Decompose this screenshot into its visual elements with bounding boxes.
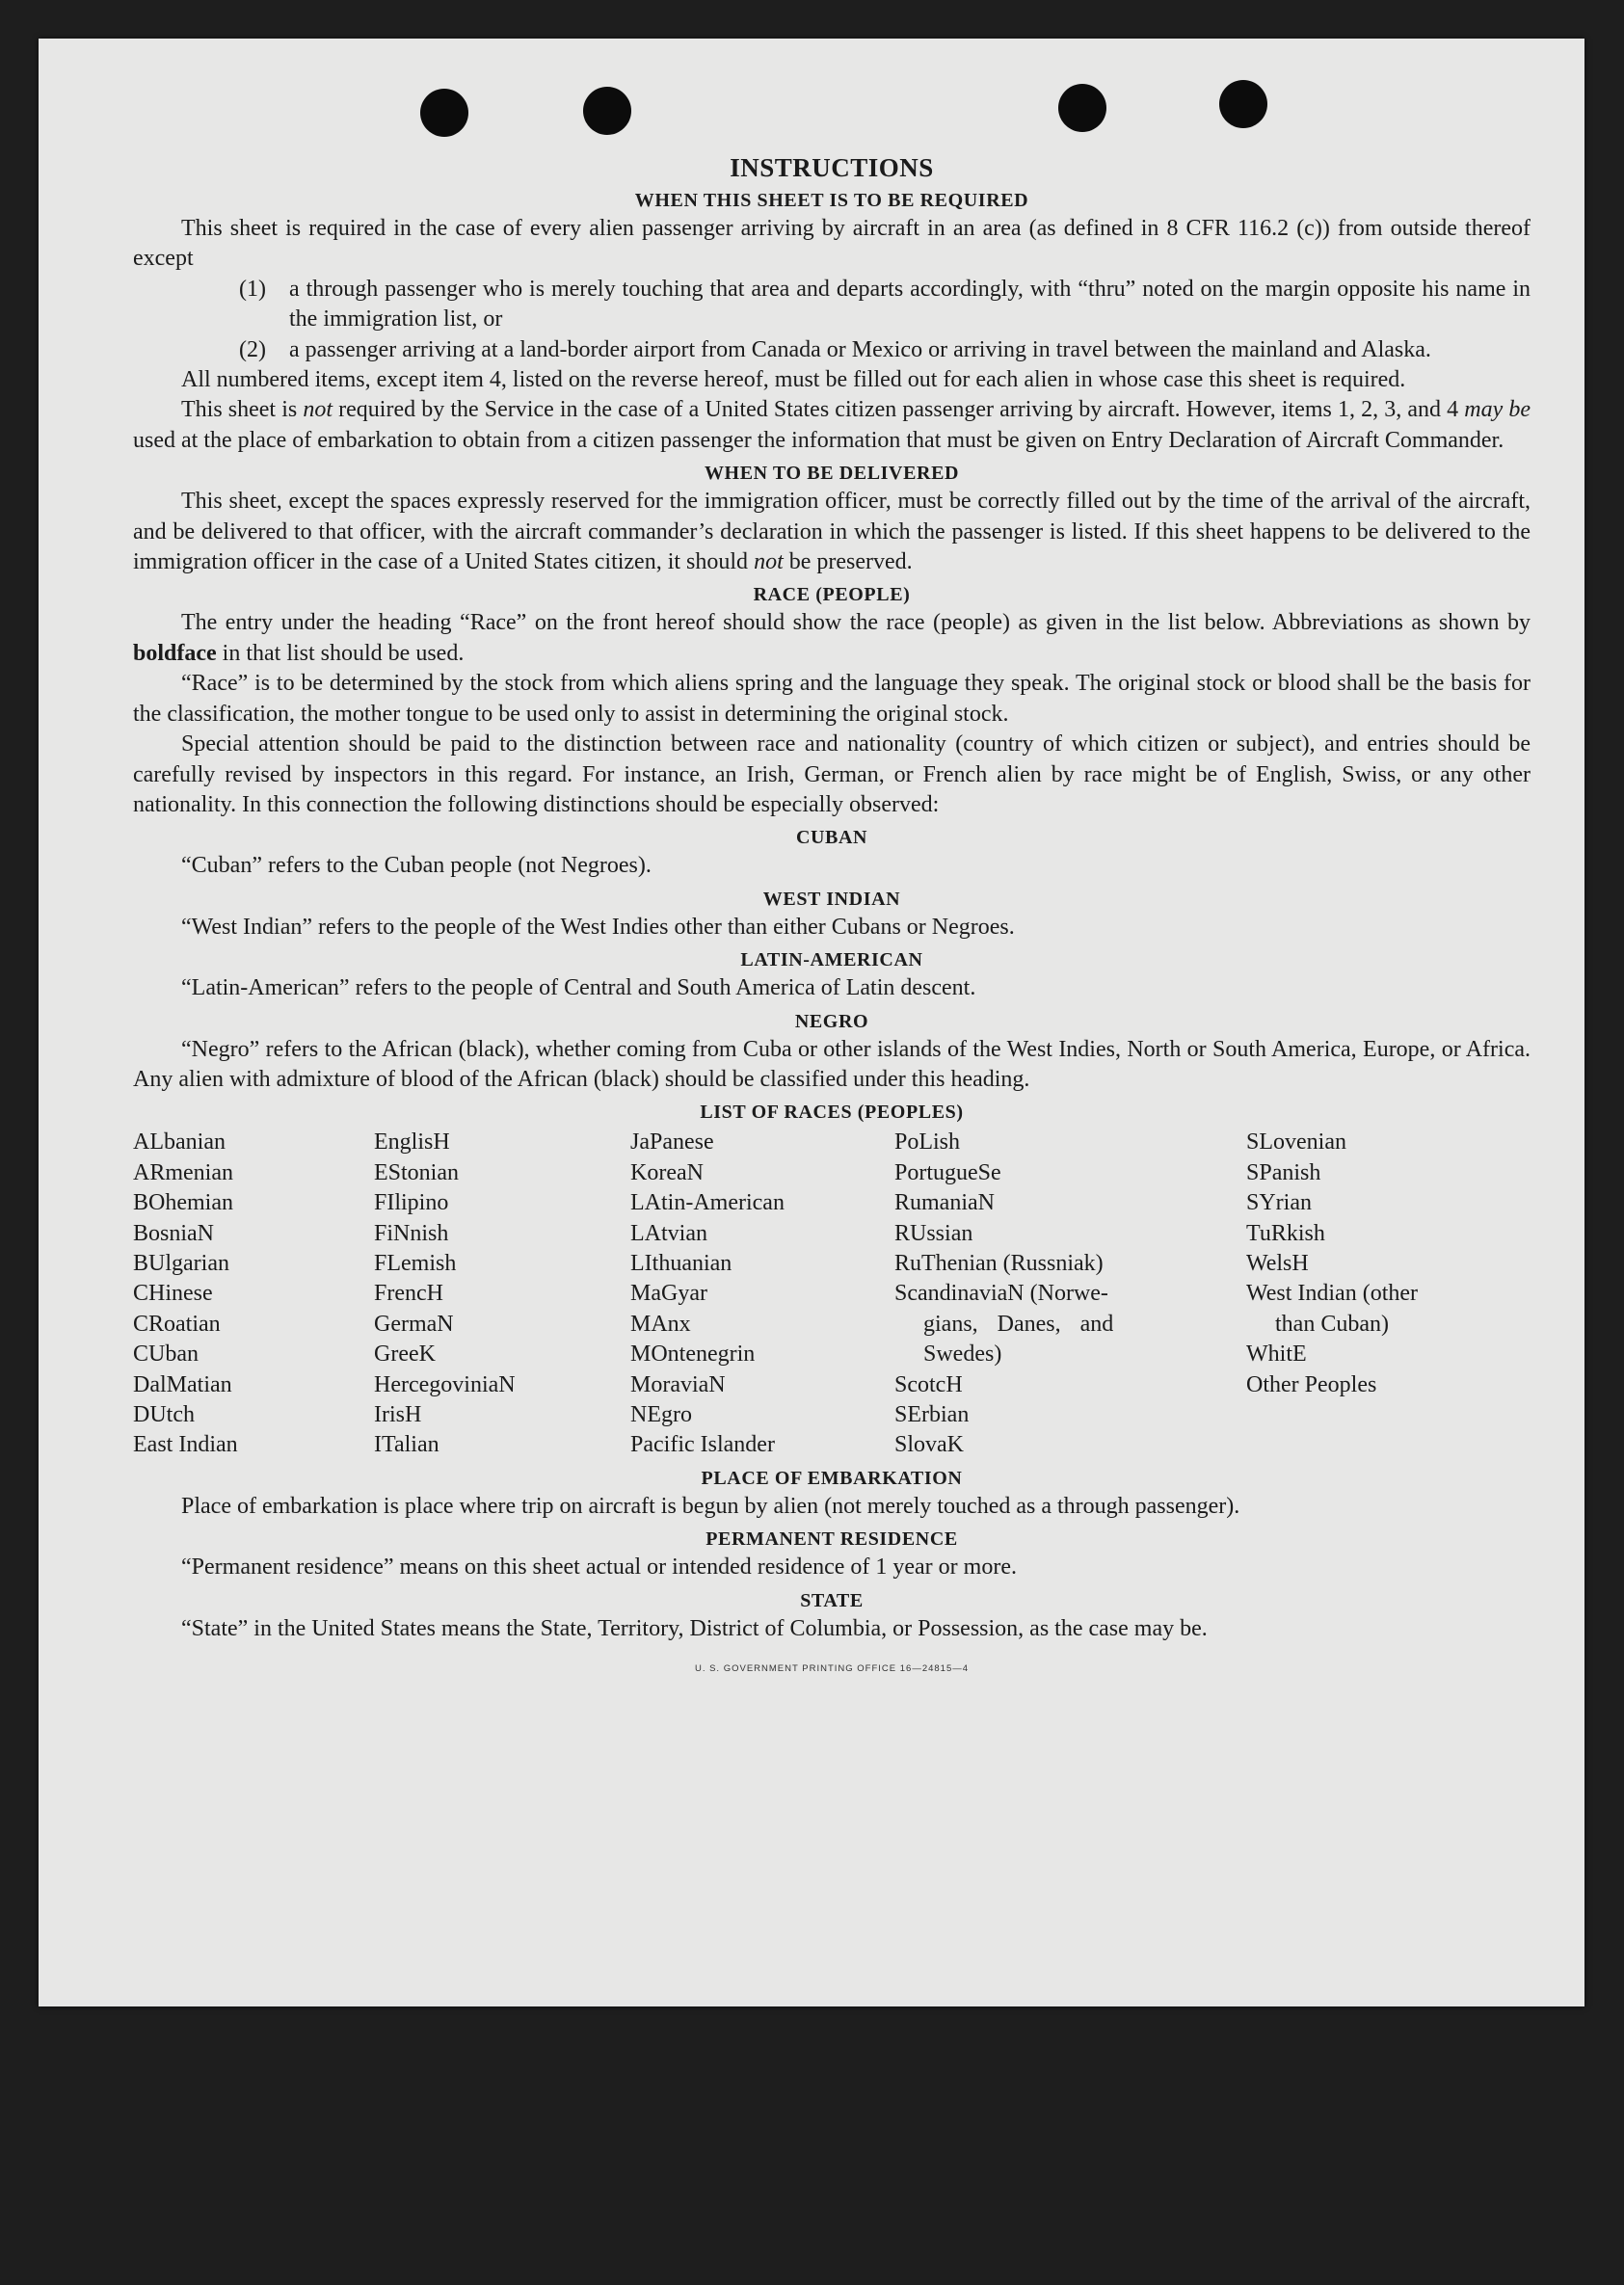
race-entry: than Cuban) (1275, 1311, 1389, 1337)
race-entry: ScotcH (894, 1371, 963, 1397)
race-entry: West Indian (other (1246, 1281, 1419, 1307)
section-heading: LIST OF RACES (PEOPLES) (700, 1102, 964, 1124)
race-entry: Pacific Islander (630, 1432, 775, 1458)
race-entry: PoLish (894, 1129, 961, 1156)
paragraph: The entry under the heading “Race” on the front hereof should show the race (people) as given in the list below. Abbreviations as shown by boldface in that list should be used. (133, 610, 1531, 666)
section-heading: RACE (PEOPLE) (753, 584, 911, 606)
race-entry: ALbanian (133, 1129, 226, 1156)
race-entry: East Indian (133, 1432, 238, 1458)
race-entry: CUban (133, 1342, 199, 1368)
race-entry: DUtch (133, 1402, 195, 1427)
race-entry: MAnx (630, 1311, 691, 1337)
race-entry: Swedes) (923, 1342, 1002, 1368)
paragraph: “Latin-American” refers to the people of Central and South America of Latin descent. (181, 975, 976, 1001)
race-entry: BUlgarian (133, 1250, 229, 1276)
race-entry: FLemish (374, 1250, 457, 1276)
race-entry: CRoatian (133, 1311, 221, 1337)
race-entry: HercegoviniaN (374, 1371, 516, 1397)
race-entry: PortugueSe (894, 1159, 1001, 1185)
paragraph: This sheet is required in the case of every alien passenger arriving by aircraft in an area (as defined in 8 CFR 116.2 (c)) from outside thereof except (133, 216, 1531, 272)
race-entry: IrisH (374, 1402, 422, 1427)
section-heading: WEST INDIAN (762, 888, 901, 910)
race-entry: BosniaN (133, 1220, 214, 1246)
section-heading: LATIN-AMERICAN (740, 949, 923, 971)
paragraph: Special attention should be paid to the distinction between race and nationality (country of which citizen or subject), and entries should be carefully revised by inspectors in this regard. For instance, an Irish, German, or French alien by race might be of English, Swiss, or any other nationality. In this connection the following distinctions should be especially observed: (133, 731, 1531, 817)
race-entry: SLovenian (1246, 1129, 1346, 1156)
instructions-content (133, 118, 1531, 1684)
race-entry: EnglisH (374, 1129, 450, 1156)
race-column (894, 1128, 1246, 1460)
list-text: a passenger arriving at a land-border airport from Canada or Mexico or arriving in travel between the mainland and Alaska. (289, 336, 1431, 362)
paragraph: “West Indian” refers to the people of the West Indies other than either Cubans or Negroes. (181, 914, 1015, 940)
race-entry: BOhemian (133, 1190, 233, 1216)
race-entry: MoraviaN (630, 1371, 726, 1397)
race-entry: CHinese (133, 1281, 213, 1307)
paragraph: “Race” is to be determined by the stock from which aliens spring and the language they speak. The original stock or blood shall be the basis for the classification, the mother tongue to be used only to assist in determining the original stock. (133, 671, 1531, 727)
race-entry: KoreaN (630, 1159, 704, 1185)
paragraph: “Negro” refers to the African (black), whether coming from Cuba or other islands of the West Indies, North or South America, Europe, or Africa. Any alien with admixture of blood of the African (black) should be classified under this heading. (133, 1036, 1531, 1092)
paragraph: “Cuban” refers to the Cuban people (not Negroes). (181, 853, 652, 879)
list-number: (2) (239, 336, 266, 362)
race-entry: GermaN (374, 1311, 454, 1337)
race-column (133, 1128, 374, 1460)
race-entry: LIthuanian (630, 1250, 732, 1276)
document-page (39, 39, 1584, 2006)
race-entry: ARmenian (133, 1159, 233, 1185)
race-entry: JaPanese (630, 1129, 714, 1156)
race-entry: SlovaK (894, 1432, 964, 1458)
section-heading: CUBAN (795, 827, 868, 849)
race-entry: WelsH (1246, 1250, 1309, 1276)
race-entry: EStonian (374, 1159, 459, 1185)
list-text: a through passenger who is merely touching that area and departs accordingly, with “thru” noted on the margin opposite his name in the immigration list, or (289, 276, 1531, 332)
section-heading: WHEN THIS SHEET IS TO BE REQUIRED (634, 190, 1029, 211)
race-entry: FIlipino (374, 1190, 449, 1216)
race-entry: MaGyar (630, 1281, 707, 1307)
paragraph: All numbered items, except item 4, listed on the reverse hereof, must be filled out for each alien in whose case this sheet is required. (181, 367, 1406, 393)
race-list (133, 1128, 1531, 1460)
race-entry: RumaniaN (894, 1190, 995, 1216)
paragraph: This sheet is not required by the Service in the case of a United States citizen passenger arriving by aircraft. However, items 1, 2, 3, and 4 may be used at the place of embarkation to obtain from a citizen passenger the information that must be given on Entry Declaration of Aircraft Commander. (133, 397, 1531, 453)
race-entry: SYrian (1246, 1190, 1312, 1216)
race-entry: LAtvian (630, 1220, 707, 1246)
paragraph: This sheet, except the spaces expressly reserved for the immigration officer, must be correctly filled out by the time of the arrival of the aircraft, and be delivered to that officer, with the aircraft commander’s declaration in which the passenger is listed. If this sheet happens to be delivered to the immigration officer in the case of a United States citizen, it should not be preserved. (133, 489, 1531, 575)
race-entry: MOntenegrin (630, 1342, 756, 1368)
race-entry: NEgro (630, 1402, 692, 1427)
race-entry: LAtin-American (630, 1190, 785, 1216)
race-entry: TuRkish (1246, 1220, 1325, 1246)
race-entry: RUssian (894, 1220, 973, 1246)
race-entry: Other Peoples (1246, 1371, 1377, 1397)
section-heading: WHEN TO BE DELIVERED (704, 463, 960, 485)
race-entry: RuThenian (Russniak) (894, 1250, 1104, 1276)
race-entry: FrencH (374, 1281, 443, 1307)
race-column (374, 1128, 630, 1460)
race-column (630, 1128, 894, 1460)
race-entry: SErbian (894, 1402, 970, 1427)
race-entry: ScandinaviaN (Norwe- (894, 1281, 1108, 1307)
list-item (239, 275, 1531, 335)
paragraph: “State” in the United States means the State, Territory, District of Columbia, or Possession, as the case may be. (181, 1615, 1208, 1641)
race-column (1246, 1128, 1491, 1460)
list-number: (1) (239, 276, 266, 302)
race-entry: gians, Danes, and (923, 1311, 1114, 1337)
section-heading: PLACE OF EMBARKATION (701, 1467, 963, 1489)
section-heading: STATE (800, 1589, 864, 1611)
race-entry: SPanish (1246, 1159, 1321, 1185)
section-heading: NEGRO (794, 1010, 869, 1032)
race-entry: DalMatian (133, 1371, 232, 1397)
paragraph: “Permanent residence” means on this sheet actual or intended residence of 1 year or more. (181, 1554, 1017, 1581)
race-entry: GreeK (374, 1342, 436, 1368)
printer-imprint: U. S. GOVERNMENT PRINTING OFFICE 16—24815—4 (694, 1663, 970, 1675)
section-heading: PERMANENT RESIDENCE (706, 1528, 958, 1551)
race-entry: ITalian (374, 1432, 439, 1458)
race-entry: FiNnish (374, 1220, 449, 1246)
page-title: INSTRUCTIONS (730, 153, 934, 182)
paragraph: Place of embarkation is place where trip on aircraft is begun by alien (not merely touched as a through passenger). (181, 1493, 1240, 1519)
race-entry: WhitE (1246, 1342, 1307, 1368)
list-item (239, 335, 1531, 365)
